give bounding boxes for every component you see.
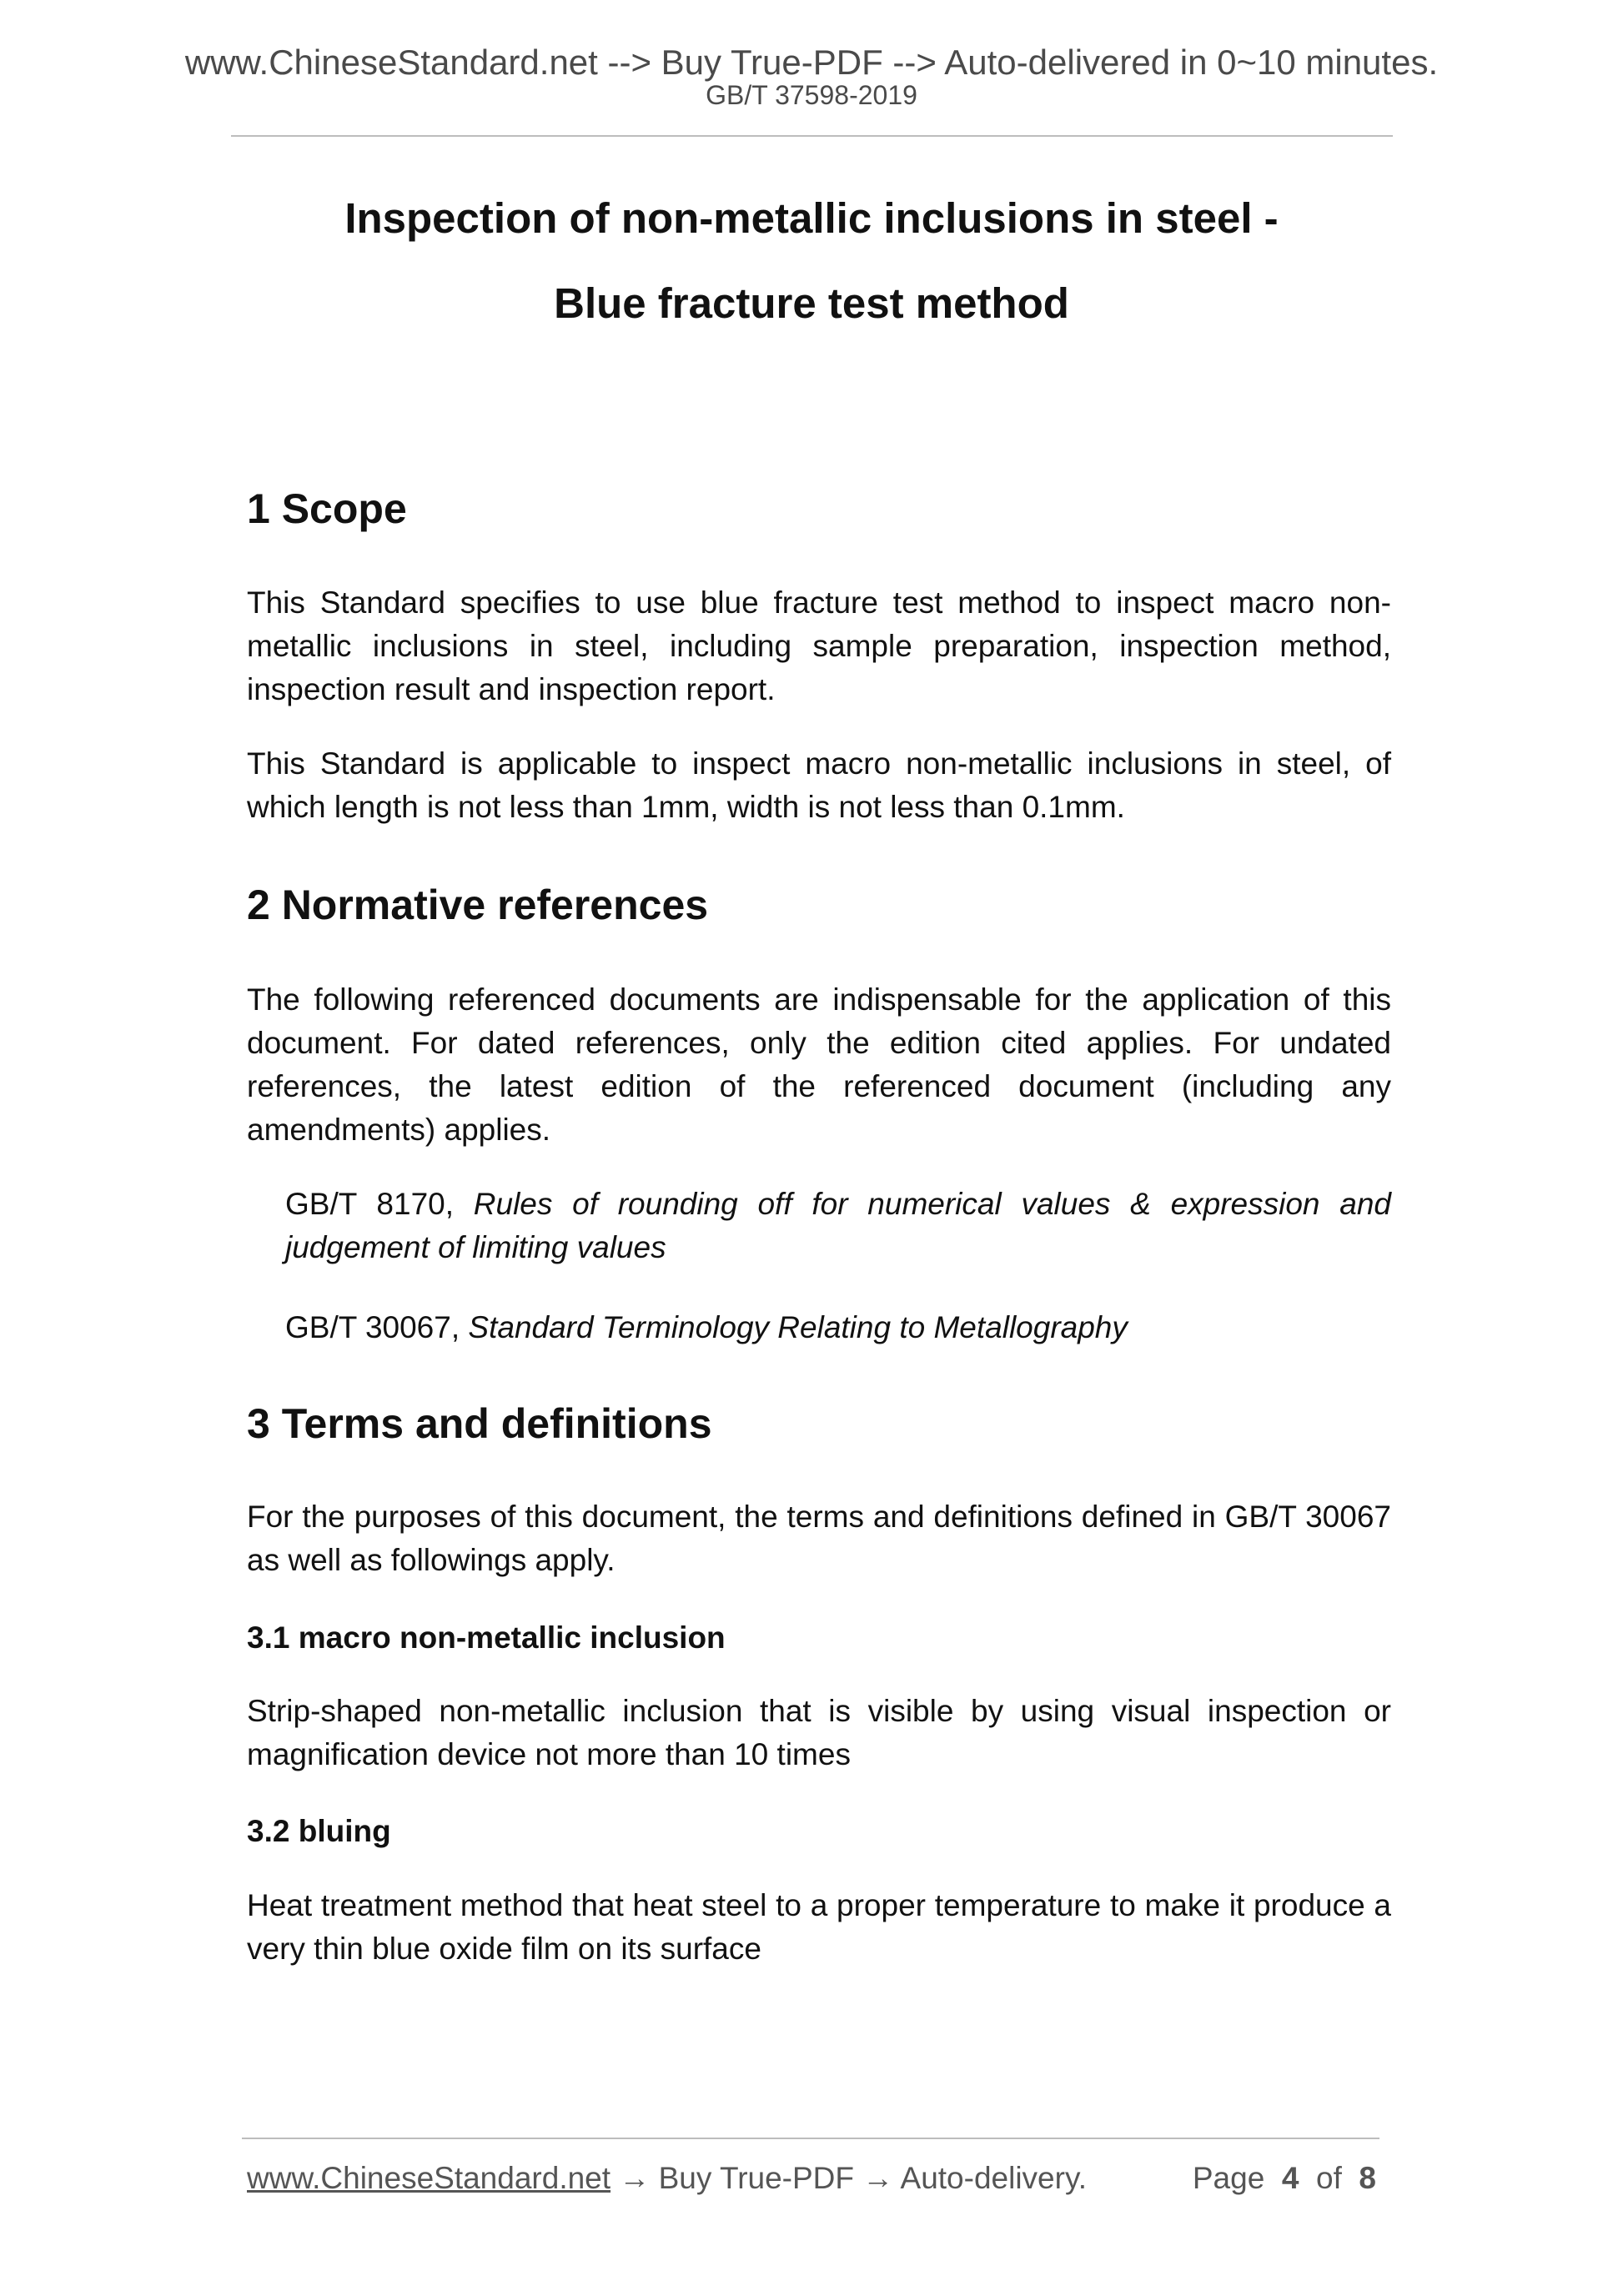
header-banner: www.ChineseStandard.net --> Buy True-PDF --> Auto-delivered in 0~10 minutes. bbox=[184, 43, 1439, 82]
reference-title: Standard Terminology Relating to Metallography bbox=[468, 1310, 1128, 1344]
document-title-line-2: Blue fracture test method bbox=[554, 279, 1069, 327]
header-divider bbox=[231, 135, 1393, 137]
document-title-line-1: Inspection of non-metallic inclusions in steel - bbox=[344, 194, 1279, 242]
page-of-label: of bbox=[1316, 2161, 1342, 2195]
term-heading-bluing: 3.2 bluing bbox=[247, 1814, 391, 1848]
term-definition-bluing: Heat treatment method that heat steel to a proper temperature to make it produce a very thin blue oxide film on its surface bbox=[247, 1888, 1391, 1966]
page-label: Page bbox=[1192, 2161, 1265, 2195]
reference-code: GB/T 8170, bbox=[285, 1187, 474, 1221]
scope-paragraph-1: This Standard specifies to use blue fracture test method to inspect macro non-metallic inclusions in steel, including sample preparation, inspection method, inspection result and inspection report. bbox=[247, 585, 1391, 706]
reference-item bbox=[285, 1306, 1391, 1349]
terms-paragraph: For the purposes of this document, the terms and definitions defined in GB/T 30067 as well as followings apply. bbox=[247, 1500, 1391, 1577]
footer-promo bbox=[247, 2160, 1087, 2197]
section-heading-terms-and-definitions: 3 Terms and definitions bbox=[247, 1400, 712, 1447]
footer-divider bbox=[242, 2138, 1379, 2139]
doc-code: GB/T 37598-2019 bbox=[706, 80, 917, 110]
term-definition-macro-inclusion: Strip-shaped non-metallic inclusion that is visible by using visual inspection or magnification device not more than 10 times bbox=[247, 1694, 1391, 1771]
term-heading-macro-inclusion: 3.1 macro non-metallic inclusion bbox=[247, 1620, 726, 1655]
page-current: 4 bbox=[1281, 2161, 1299, 2195]
footer-website-link[interactable]: www.ChineseStandard.net bbox=[247, 2161, 611, 2195]
section-heading-scope: 1 Scope bbox=[247, 485, 407, 532]
section-heading-normative-references: 2 Normative references bbox=[247, 882, 709, 928]
reference-title: Rules of rounding off for numerical values & expression and judgement of limiting values bbox=[285, 1187, 1391, 1264]
normative-paragraph: The following referenced documents are indispensable for the application of this document. For dated references, only the edition cited applies. For undated references, the latest edition of the referenced document (including any amendments) applies. bbox=[247, 982, 1391, 1147]
page-number bbox=[1193, 2160, 1376, 2197]
page-total: 8 bbox=[1359, 2161, 1376, 2195]
reference-item bbox=[285, 1183, 1391, 1269]
footer-promo-text: → Buy True-PDF → Auto-delivery. bbox=[611, 2161, 1087, 2195]
scope-paragraph-2: This Standard is applicable to inspect macro non-metallic inclusions in steel, of which length is not less than 1mm, width is not less than 0.1mm. bbox=[247, 746, 1391, 824]
reference-code: GB/T 30067, bbox=[285, 1310, 469, 1344]
